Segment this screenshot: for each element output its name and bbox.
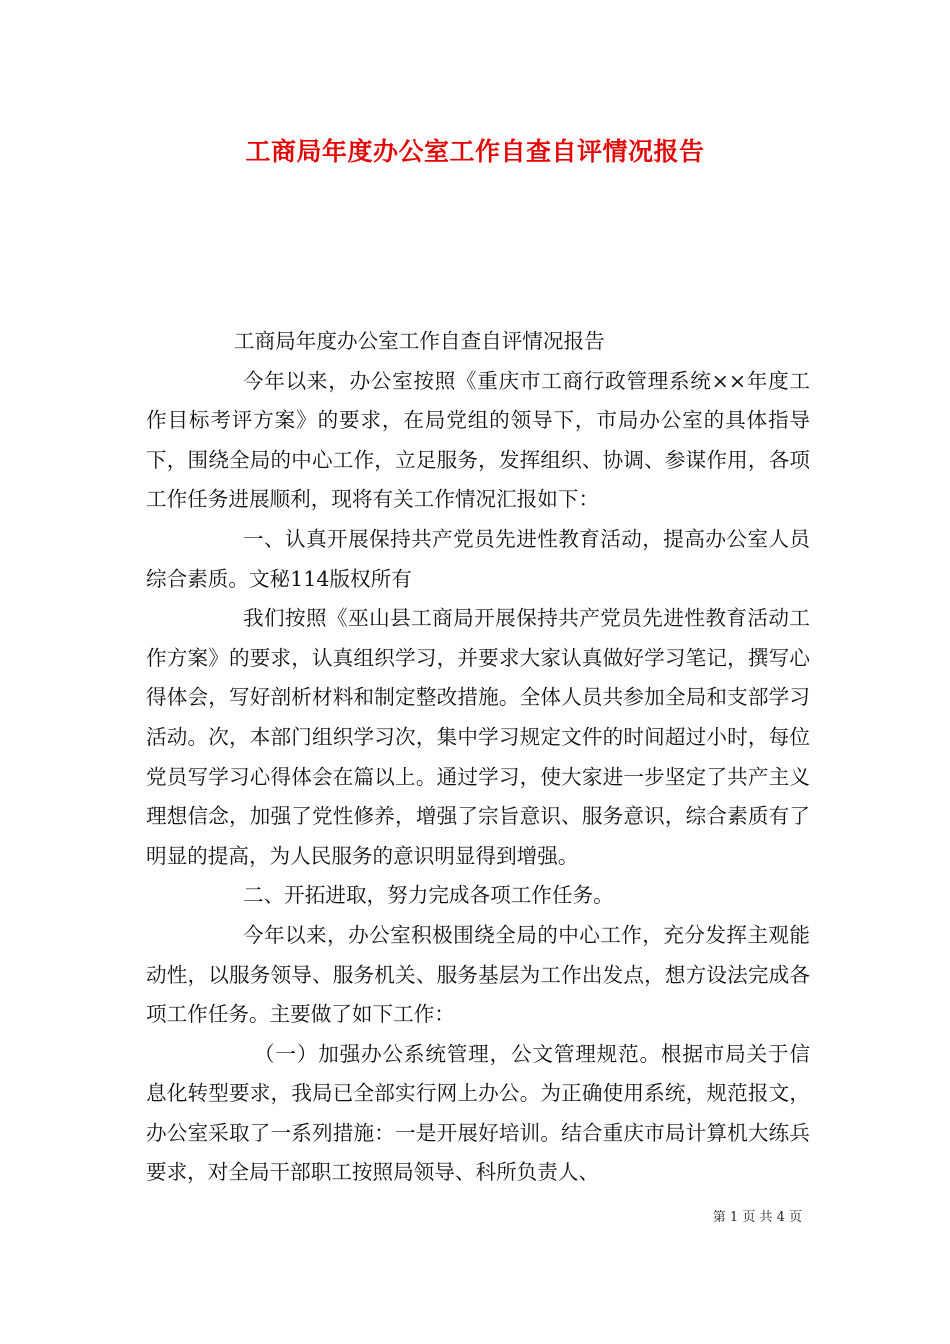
paragraph-intro: 今年以来，办公室按照《重庆市工商行政管理系统××年度工作目标考评方案》的要求，在局党组的领导下，市局办公室的具体指导下，围绕全局的中心工作，立足服务，发挥组织、协调、参谋作用，各项工作任务进展顺利，现将有关工作情况汇报如下：: [146, 368, 810, 512]
paragraph-office-system: （一）加强办公系统管理，公文管理规范。根据市局关于信息化转型要求，我局已全部实行网上办公。为正确使用系统，规范报文，办公室采取了一系列措施：一是开展好培训。结合重庆市局计算机大练兵要求，对全局干部职工按照局领导、科所负责人、: [146, 1041, 810, 1185]
document-title: 工商局年度办公室工作自查自评情况报告: [245, 137, 705, 166]
report-subtitle: 工商局年度办公室工作自查自评情况报告: [234, 329, 605, 353]
page-number: 第 1 页 共 4 页: [712, 1210, 802, 1225]
document-body: [146, 322, 810, 1193]
section-heading-2: 二、开拓进取，努力完成各项工作任务。: [243, 883, 614, 908]
section-heading-1: 一、认真开展保持共产党员先进性教育活动，提高办公室人员综合素质。文秘114版权所有: [146, 526, 810, 591]
paragraph-study: 我们按照《巫山县工商局开展保持共产党员先进性教育活动工作方案》的要求，认真组织学习，并要求大家认真做好学习笔记，撰写心得体会，写好剖析材料和制定整改措施。全体人员共参加全局和支部学习活动。次，本部门组织学习次，集中学习规定文件的时间超过小时，每位党员写学习心得体会在篇以上。通过学习，使大家进一步坚定了共产主义理想信念，加强了党性修养，增强了宗旨意识、服务意识，综合素质有了明显的提高，为人民服务的意识明显得到增强。: [146, 606, 810, 868]
paragraph-tasks: 今年以来，办公室积极围绕全局的中心工作，充分发挥主观能动性，以服务领导、服务机关、服务基层为工作出发点，想方设法完成各项工作任务。主要做了如下工作：: [146, 922, 810, 1027]
